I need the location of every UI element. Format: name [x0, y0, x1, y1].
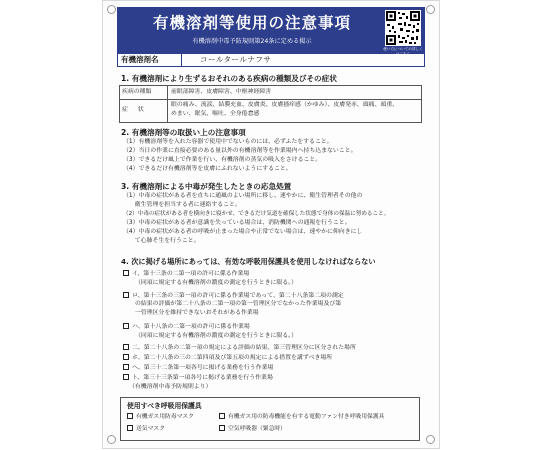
mounting-hole: [426, 5, 435, 14]
checkbox[interactable]: [123, 374, 129, 380]
location-note: 一管理区分を維持できないおそれがある作業場: [135, 310, 259, 316]
solvent-name-row: [117, 54, 425, 67]
checkbox[interactable]: [219, 425, 225, 431]
mounting-hole: [107, 435, 116, 444]
first-aid-line: （1）中毒の症状がある者を直ちに通風のよい場所に移し、速やかに、衛生管理者その他の: [123, 193, 363, 199]
symptom-line-2: めまい、眠気、嘔吐、全身倦怠感: [171, 111, 260, 117]
notice-board: [103, 1, 439, 448]
handling-line: （4）できるだけ有機溶剤等を皮膚にふれないようにすること。: [123, 166, 292, 172]
first-aid-line: （3）中毒の症状がある者が意識を失っている場合は、消防機関への通報を行うこと。: [123, 220, 351, 226]
checkbox[interactable]: [127, 413, 133, 419]
mounting-hole: [426, 435, 435, 444]
sign-subtitle: 有機溶剤中毒予防規則第24条に定める掲示: [192, 38, 312, 45]
checkbox[interactable]: [123, 344, 129, 350]
solvent-name-label: 有機溶剤名: [118, 54, 182, 66]
first-aid-line: て心肺そ生を行うこと。: [123, 238, 200, 244]
mounting-hole: [107, 5, 116, 14]
location-item-ho: ホ、第二十八条の三の二第四項及び第五項の規定による措置を講ずべき場所: [123, 354, 332, 362]
symptom-label: 症状: [120, 99, 168, 122]
location-item-ha: ハ、第十八条の二第一項の許可に係る作業場: [123, 323, 250, 331]
section-2-title: 2. 有機溶剤等の取扱い上の注意事項: [121, 128, 246, 137]
location-note: （同項に規定する有機溶剤の濃度の測定を行うときに限る。）: [135, 333, 297, 339]
location-note: （同項に規定する有機溶剤の濃度の測定を行うときに限る。）: [135, 280, 297, 286]
checkbox[interactable]: [123, 292, 129, 298]
qr-code-icon[interactable]: [385, 10, 421, 46]
qr-caption: 使い方についての詳しくはこちら: [383, 47, 423, 56]
section-1-title: 1. 有機溶剤により生ずるおそれのある疾病の種類及びその症状: [121, 74, 337, 83]
disease-table: [119, 85, 422, 123]
location-note: の結果の評価が第二十八条の二第一項の第一管理区分でなかった作業場及び第: [135, 301, 342, 307]
checkbox[interactable]: [123, 354, 129, 360]
first-aid-line: （2）中毒の症状がある者を横向きに寝かせ、できるだけ気道を確保した状態で身体の保温に努めること。: [123, 211, 390, 217]
regulation-source: （有機溶剤中毒予防規則より）: [129, 384, 212, 390]
respirator-option: 有機ガス用の防毒機能を有する電動ファン付き呼吸用保護具: [219, 411, 384, 420]
header-banner: [117, 7, 425, 54]
first-aid-line: 衛生管理を担当する者に連絡すること。: [123, 202, 241, 208]
solvent-name-value: コールタールナフサ: [200, 55, 272, 64]
location-item-ni: 二、第二十八条の二第一項の規定による評価の結果、第三管理区分に区分された場所: [123, 344, 356, 352]
respirator-box: [120, 397, 420, 441]
location-item-i: イ、第十三条の二第一項の許可に係る作業場: [123, 270, 249, 278]
respirator-option: 送気マスク: [127, 423, 165, 432]
disease-type-label: 疾病の種類: [120, 86, 168, 99]
first-aid-line: （4）中毒の症状がある者の呼吸が止まった場合や正常でない場合は、速やかに仰向きにし: [123, 229, 363, 235]
respirator-option: 有機ガス用防毒マスク: [127, 411, 194, 420]
section-3-title: 3. 有機溶剤による中毒が発生したときの応急処置: [121, 182, 292, 191]
symptom-line-1: 眼の痛み、流涙、結膜充血、皮膚炎、皮膚掻痒感（かゆみ）、皮膚発赤、頭痛、頭重、: [171, 102, 399, 108]
location-item-to: ト、第三十三条第一項各号に掲げる業務を行う作業場: [123, 374, 273, 382]
location-item-he: ヘ、第三十二条第一項各号に掲げる業務を行う作業場: [123, 364, 273, 372]
sign-title: 有機溶剤等使用の注意事項: [152, 14, 351, 32]
respirator-option: 空気呼吸器（緊急時）: [219, 423, 286, 432]
disease-type-value: 前眼部障害、皮膚障害、中枢神経障害: [171, 89, 272, 95]
section-4-title: 4. 次に掲げる場所にあっては、有効な呼吸用保護具を使用しなければならない: [121, 257, 376, 266]
handling-line: （3）できるだけ風上で作業を行い、有機溶剤の蒸気の吸入をさけること。: [123, 157, 322, 163]
checkbox[interactable]: [123, 270, 129, 276]
checkbox[interactable]: [219, 413, 225, 419]
checkbox[interactable]: [123, 364, 129, 370]
handling-line: （1）有機溶剤等を入れた容器で使用中でないものには、必ずふたをすること。: [123, 139, 333, 145]
handling-line: （2）当日の作業に直接必要のある量以外の有機溶剤等を作業場内へ持ち込まないこと。: [123, 148, 357, 154]
checkbox[interactable]: [127, 425, 133, 431]
location-item-ro: ロ、第十三条の三第一項の許可に係る作業場であって、第二十八条第二項の測定: [123, 292, 344, 300]
respirator-title: 使用すべき呼吸用保護具: [127, 402, 202, 410]
checkbox[interactable]: [123, 323, 129, 329]
